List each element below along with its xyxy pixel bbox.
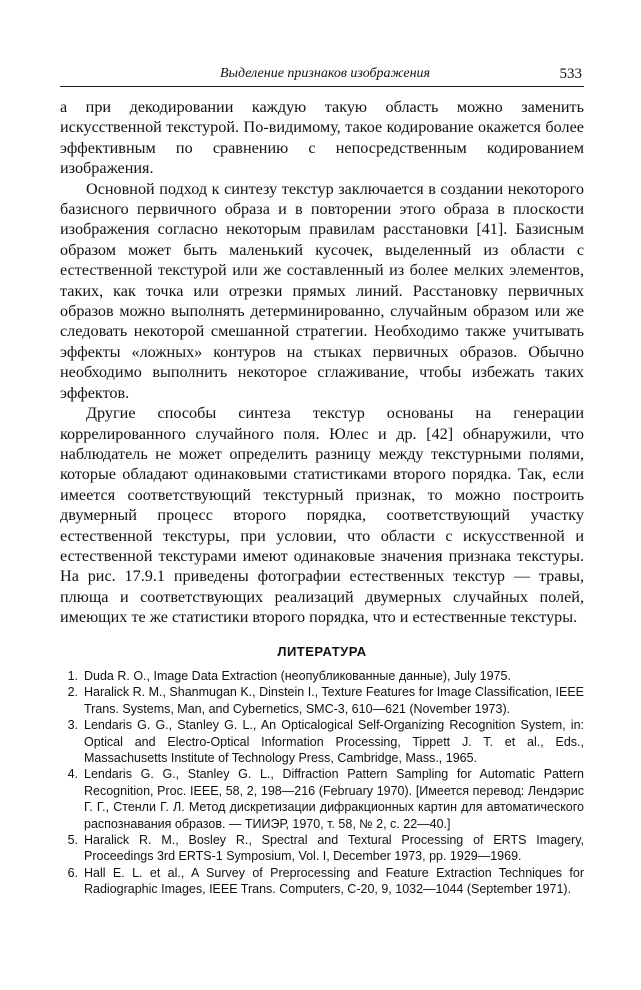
reference-item	[60, 668, 584, 684]
reference-number: 3.	[67, 718, 78, 733]
reference-text: Hall E. L. et al., A Survey of Preprocessing and Feature Extraction Techniques for Radiographic Images, IEEE Trans. Computers, C-20, 9, 1032—1044 (September 1971).	[84, 865, 584, 897]
reference-text: Lendaris G. G., Stanley G. L., Diffraction Pattern Sampling for Automatic Pattern Recognition, Proc. IEEE, 58, 2, 198—216 (February 1970). [Имеется перевод: Лендэрис Г. Г., Стенли Г. Л. Метод дискретизации дифракционных картин для автоматического распознавания образов. — ТИИЭР, 1970, т. 58, № 2, с. 22—40.]	[84, 767, 584, 831]
reference-number: 1.	[67, 669, 78, 683]
reference-item	[60, 717, 584, 766]
running-header	[60, 64, 584, 87]
reference-item	[60, 684, 584, 717]
reference-number: 6.	[67, 865, 78, 880]
reference-text: Haralick R. M., Bosley R., Spectral and Textural Processing of ERTS Imagery, Proceedings 3rd ERTS-1 Symposium, Vol. I, December 1973, pp. 1929—1969.	[84, 833, 584, 864]
body-text	[60, 97, 584, 628]
references-list	[60, 668, 584, 898]
reference-number: 5.	[67, 833, 78, 848]
page-number: 533	[559, 66, 582, 82]
reference-number: 2.	[67, 685, 78, 700]
paragraph: а при декодировании каждую такую область можно заменить искусственной текстурой. По-видимому, такое кодирование окажется более эффективным по сравнению с непосредственным кодированием изображения.	[60, 98, 584, 178]
references-heading: ЛИТЕРАТУРА	[277, 644, 367, 659]
reference-item	[60, 832, 584, 865]
paragraph: Основной подход к синтезу текстур заключается в создании некоторого базисного первичного образа и в повторении этого образа в плоскости изображения согласно некоторым правилам расстановки [41]. Базисным образом может быть маленький кусочек, выделенный из области с естественной текстурой или же составленный из более мелких элементов, таких, как точка или отрезки прямых линий. Расстановку первичных образов можно выполнять детерминированно, случайным образом или же следовать некоторой смешанной стратегии. Необходимо также учитывать эффекты «ложных» контуров на стыках первичных образов. Обычно необходимо выполнить некоторое сглаживание, чтобы избежать таких эффектов.	[60, 179, 584, 402]
reference-text: Haralick R. M., Shanmugan K., Dinstein I., Texture Features for Image Classification, IEEE Trans. Systems, Man, and Cybernetics, SMC-3, 610—621 (November 1973).	[84, 685, 584, 716]
reference-text: Duda R. O., Image Data Extraction (неопубликованные данные), July 1975.	[84, 669, 511, 683]
paragraph: Другие способы синтеза текстур основаны на генерации коррелированного случайного поля. Юлес и др. [42] обнаружили, что наблюдатель не может определить разницу между текстурными полями, которые обладают одинаковыми статистиками второго порядка. Так, если имеется соответствующий текстурный признак, то можно построить двумерный процесс второго порядка, соответствующий участку естественной текстуры, при условии, что области с искусственной и естественной текстурами имеют одинаковые значения признака текстуры. На рис. 17.9.1 приведены фотографии естественных текстур — травы, плюща и соответствующих реализаций двумерных случайных полей, имеющих те же статистики второго порядка, что и естественные текстуры.	[60, 404, 584, 627]
reference-text: Lendaris G. G., Stanley G. L., An Opticalogical Self-Organizing Recognition System, in: Optical and Electro-Optical Information Processing, Tippett J. T. et al., Eds., Massachusetts Institute of Technology Press, Cambridge, Mass., 1965.	[84, 718, 584, 766]
reference-number: 4.	[67, 767, 78, 782]
running-title: Выделение признаков изображения	[219, 66, 431, 81]
reference-item	[60, 766, 584, 832]
reference-item	[60, 865, 584, 898]
